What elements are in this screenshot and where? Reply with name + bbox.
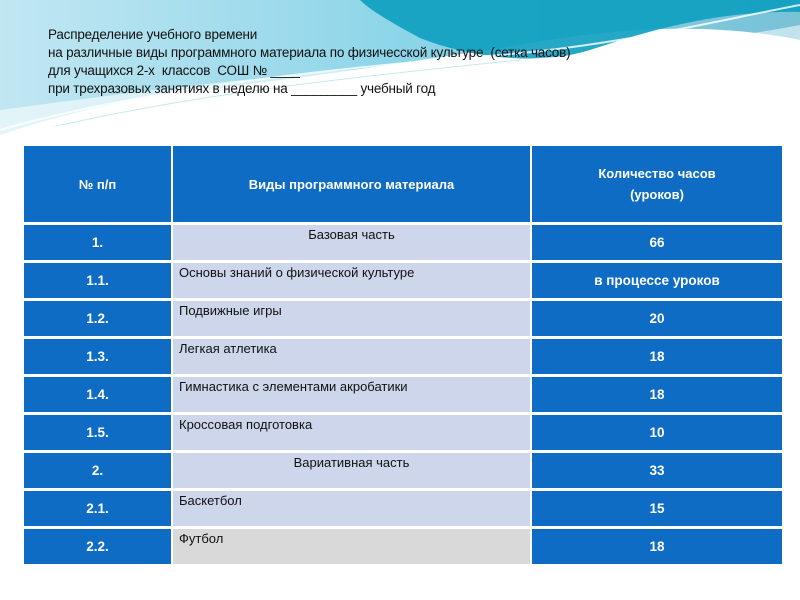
row-number: 1.2.	[24, 301, 171, 336]
row-number: 1.1.	[24, 263, 171, 298]
row-hours: 33	[532, 453, 782, 488]
table-header-row	[24, 146, 782, 222]
table-row	[24, 225, 782, 260]
row-hours: 66	[532, 225, 782, 260]
row-number: 2.	[24, 453, 171, 488]
table-row	[24, 415, 782, 450]
row-number: 2.2.	[24, 529, 171, 564]
row-material: Основы знаний о физической культуре	[173, 263, 530, 298]
row-material: Гимнастика с элементами акробатики	[173, 377, 530, 412]
row-material: Базовая часть	[173, 225, 530, 260]
row-hours: 18	[532, 339, 782, 374]
table-row	[24, 377, 782, 412]
row-hours: 15	[532, 491, 782, 526]
header-material: Виды программного материала	[173, 146, 530, 222]
table-row	[24, 263, 782, 298]
table-row	[24, 529, 782, 564]
row-hours: 18	[532, 529, 782, 564]
row-material: Кроссовая подготовка	[173, 415, 530, 450]
table-body	[24, 225, 782, 564]
title-line: Распределение учебного времени	[48, 27, 258, 42]
header-number: № п/п	[24, 146, 171, 222]
row-number: 1.	[24, 225, 171, 260]
row-material: Вариативная часть	[173, 453, 530, 488]
title-line: для учащихся 2-х классов СОШ № ____	[48, 63, 300, 78]
header-hours: Количество часов (уроков)	[532, 146, 782, 222]
hours-table	[22, 143, 784, 567]
slide-title	[48, 26, 570, 98]
row-material: Футбол	[173, 529, 530, 564]
table-row	[24, 339, 782, 374]
row-material: Баскетбол	[173, 491, 530, 526]
row-number: 2.1.	[24, 491, 171, 526]
row-hours: 18	[532, 377, 782, 412]
table-row	[24, 301, 782, 336]
row-number: 1.3.	[24, 339, 171, 374]
table-row	[24, 491, 782, 526]
row-material: Подвижные игры	[173, 301, 530, 336]
table-row	[24, 453, 782, 488]
row-hours: 20	[532, 301, 782, 336]
title-line: при трехразовых занятиях в неделю на _________ учебный год	[48, 81, 436, 96]
title-line: на различные виды программного материала по физичесской культуре (сетка часов)	[48, 45, 571, 60]
row-hours: 10	[532, 415, 782, 450]
row-number: 1.4.	[24, 377, 171, 412]
row-material: Легкая атлетика	[173, 339, 530, 374]
row-number: 1.5.	[24, 415, 171, 450]
row-hours: в процессе уроков	[532, 263, 782, 298]
